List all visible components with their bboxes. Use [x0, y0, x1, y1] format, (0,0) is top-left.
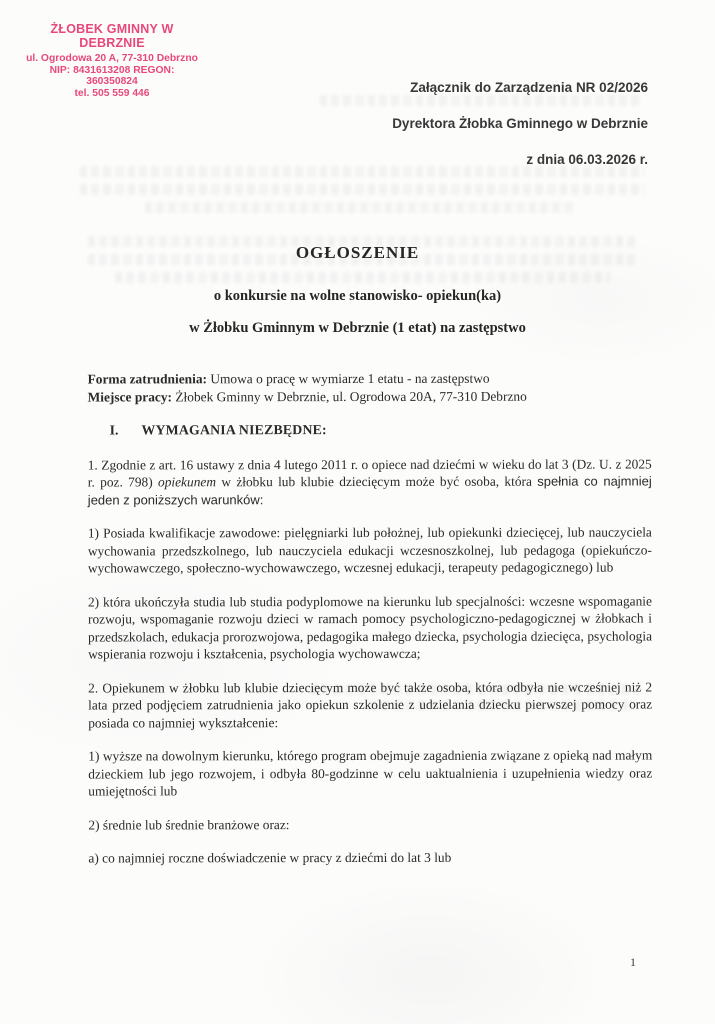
attachment-reference: Załącznik do Zarządzenia NR 02/2026 [410, 80, 648, 95]
workplace-line [88, 387, 652, 405]
workplace-label: Miejsce pracy: [87, 388, 173, 404]
section-number: I. [109, 422, 119, 438]
list-item-studies: 2) która ukończyła studia lub studia podyplomowe na kierunku lub specjalności: wczesne wspomaganie rozwoju, wspomaganie rozwoju dzieci w ramach pomocy psychologiczno-pedagogicznej w żłobkach i przedszkolach, edukacja prorozwojowa, pedagogika małego dziecka, psychologia dziecięca, psychologia wspierania rozwoju i kształcenia, psychologia wychowawcza; [87, 593, 653, 662]
stamp-phone: tel. 505 559 446 [74, 88, 150, 100]
legal-basis-text: 1. Zgodnie z art. 16 ustawy z dnia 4 lutego 2011 r. o opiece nad dziećmi w wieku do lat 3 (Dz. U. z 2025 r. poz. 798) [87, 456, 652, 490]
page-number: 1 [630, 955, 636, 969]
employment-form-line [88, 370, 652, 388]
list-item-qualifications: 1) Posiada kwalifikacje zawodowe: pielęgniarki lub położnej, lub opiekunki dziecięcej, lub nauczyciela wychowania przedszkolnego, lub nauczyciela edukacji wczesnoszkolnej, lub pedagoga (opiekuńczo-wychowawczego, społeczno-wychowawczego, wczesnej edukacji, terapeuty pedagogicznego) lub [87, 524, 652, 576]
employment-form-value: Umowa o pracę w wymiarze 1 etatu - na zastępstwo [206, 370, 490, 387]
director-line: Dyrektora Żłobka Gminnego w Debrznie [392, 116, 648, 131]
employment-details [88, 370, 652, 406]
organization-stamp [26, 22, 198, 100]
legal-basis-text-mid: w żłobku lub klubie dziecięcym może być osoba, która [215, 473, 538, 490]
section-heading [88, 421, 652, 439]
list-item-higher-education: 1) wyższe na dowolnym kierunku, którego program obejmuje zagadnienia związane z opieką nad małym dzieckiem lub jego rozwojem, i odbyła 80-godzinne w celu uaktualnienia i uzupełnienia wiedzy oraz umiejętności lub [88, 747, 653, 799]
document-body [88, 370, 653, 867]
legal-basis-italic: opiekunem [157, 474, 217, 490]
bleed-through-artifact [145, 202, 575, 213]
document-title-block [0, 243, 715, 352]
stamp-address: ul. Ogrodowa 20 A, 77-310 Debrzno [26, 52, 198, 64]
stamp-org-name: ŻŁOBEK GMINNY W DEBRZNIE [50, 22, 174, 51]
legal-basis-conditions: spełnia co najmniej jeden z poniższych warunków: [87, 473, 652, 507]
title-subtitle-location: w Żłobku Gminnym w Debrznie (1 etat) na zastępstwo [189, 320, 526, 336]
employment-form-label: Forma zatrudnienia: [87, 371, 207, 387]
paragraph-legal-basis [88, 455, 652, 508]
title-subtitle-position: o konkursie na wolne stanowisko- opiekun(ka) [213, 288, 502, 304]
paragraph-caregiver-alt: 2. Opiekunem w żłobku lub klubie dziecięcym może być także osoba, która odbyła nie wcześniej niż 2 lata przed podjęciem zatrudnienia jako opiekun szkolenie z udzielania dziecku pierwszej pomocy oraz posiada co najmniej wykształcenie: [88, 679, 653, 730]
attachment-header [392, 80, 648, 188]
stamp-nip-regon: NIP: 8431613208 REGON: 360350824 [49, 64, 175, 88]
section-title: WYMAGANIA NIEZBĘDNE: [141, 422, 327, 438]
list-item-secondary-education: 2) średnie lub średnie branżowe oraz: [88, 816, 290, 832]
announcement-title: OGŁOSZENIE [295, 243, 420, 262]
list-item-experience: a) co najmniej roczne doświadczenie w pracy z dziećmi do lat 3 lub [88, 849, 452, 866]
date-line: z dnia 06.03.2026 r. [526, 152, 648, 167]
workplace-value: Żłobek Gminny w Debrznie, ul. Ogrodowa 20A, 77-310 Debrzno [172, 388, 527, 404]
